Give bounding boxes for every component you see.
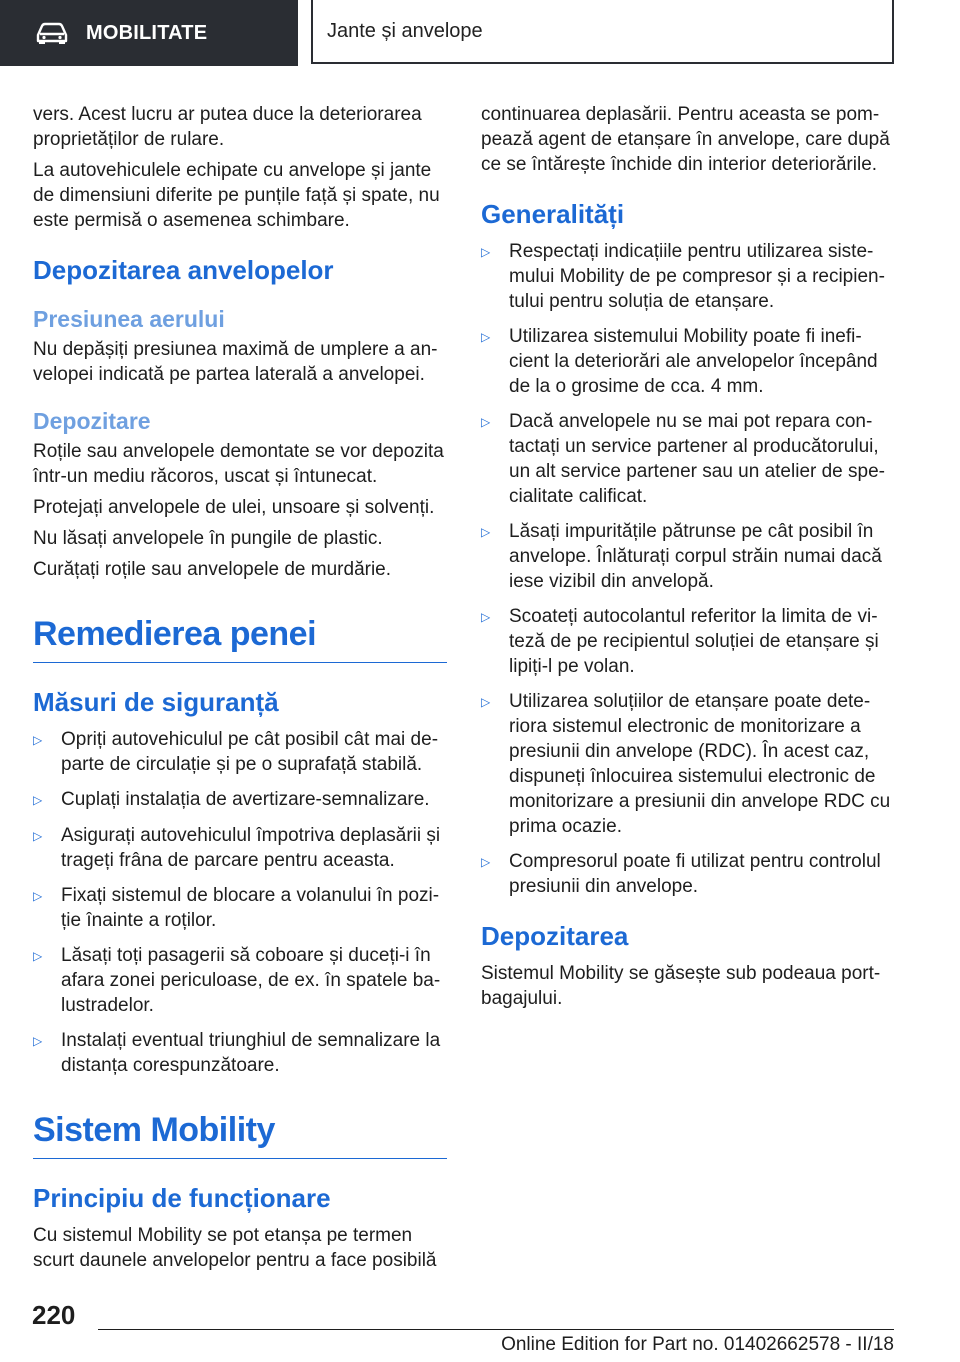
- page-footer: [0, 1290, 960, 1362]
- footer-divider: [98, 1329, 894, 1330]
- pressure-paragraph: Nu depășiți presiunea maximă de umplere a anvelopei indicată pe partea laterală a anvelopei.: [33, 339, 438, 385]
- triangle-bullet-icon: ▷: [481, 245, 491, 259]
- storage-paragraph-1: Roțile sau anvelopele demontate se vor depozita într-un mediu răcoros, uscat și întunecat.: [33, 441, 444, 487]
- list-item: ▷ Instalați eventual triunghiul de semnalizare la distanța corespunzătoare.: [33, 1030, 441, 1076]
- page-number: 220: [32, 1300, 76, 1330]
- storage-paragraph-3: Nu lăsați anvelopele în pungile de plastic.: [33, 528, 383, 549]
- safety-list: [33, 727, 447, 1078]
- list-item: ▷ Opriți autovehiculul pe cât posibil cât mai departe de circulație și pe o suprafață stabilă.: [33, 729, 439, 775]
- left-column: [33, 102, 447, 1279]
- triangle-bullet-icon: ▷: [481, 330, 491, 344]
- list-item: ▷ Lăsați toți pasagerii să coboare și duceți-i în afara zonei periculoase, de ex. în spatele balustradelor.: [33, 945, 441, 1016]
- list-item: ▷ Dacă anvelopele nu se mai pot repara contactați un service partener al producătorului, un alt service partener sau un atelier de specialitate calificat.: [481, 411, 885, 507]
- list-item: ▷ Utilizarea sistemului Mobility poate fi ineficient la deteriorări ale anvelopelor începând de la o grosime de cca. 4 mm.: [481, 326, 878, 397]
- car-icon: [34, 21, 70, 45]
- triangle-bullet-icon: ▷: [33, 889, 43, 903]
- triangle-bullet-icon: ▷: [33, 949, 43, 963]
- triangle-bullet-icon: ▷: [33, 829, 43, 843]
- chapter-label: Jante și anvelope: [327, 19, 483, 42]
- heading-mobility-system: Sistem Mobility: [33, 1108, 447, 1159]
- heading-operating-principle: Principiu de funcționare: [33, 1183, 331, 1213]
- triangle-bullet-icon: ▷: [33, 793, 43, 807]
- triangle-bullet-icon: ▷: [481, 415, 491, 429]
- triangle-bullet-icon: ▷: [33, 1034, 43, 1048]
- list-item: ▷ Scoateți autocolantul referitor la limita de viteză de pe recipientul soluției de etanșare și lipiți-l pe volan.: [481, 606, 879, 677]
- list-item: ▷ Utilizarea soluțiilor de etanșare poate deteriora sistemul electronic de monitorizare a presiunii din anvelope (RDC). În acest caz, dispuneți înlocuirea sistemului electronic de monitorizare a presiunii din anvelope RDC cu prima ocazie.: [481, 691, 891, 837]
- section-tab: [0, 0, 298, 66]
- heading-storage-location: Depozitarea: [481, 921, 629, 951]
- heading-tire-storage: Depozitarea anvelopelor: [33, 255, 334, 285]
- heading-general: Generalități: [481, 199, 625, 229]
- triangle-bullet-icon: ▷: [481, 695, 491, 709]
- storage-location-paragraph: Sistemul Mobility se găsește sub podeaua portbagajului.: [481, 963, 881, 1009]
- triangle-bullet-icon: ▷: [481, 525, 491, 539]
- chapter-tab: [311, 0, 894, 64]
- triangle-bullet-icon: ▷: [33, 733, 43, 747]
- list-item: ▷ Respectați indicațiile pentru utilizarea sistemului Mobility de pe compresor și a recipientului pentru soluția de etanșare.: [481, 241, 885, 312]
- list-item: ▷ Cuplați instalația de avertizare-semnalizare.: [33, 787, 447, 813]
- storage-paragraph-4: Curățați roțile sau anvelopele de murdărie.: [33, 559, 392, 580]
- heading-storage: Depozitare: [33, 408, 151, 434]
- continuation-paragraph: continuarea deplasării. Pentru aceasta se pompează agent de etanșare în anvelope, care după ce se întărește închide din interior deteriorările.: [481, 104, 890, 175]
- heading-air-pressure: Presiunea aerului: [33, 306, 225, 332]
- list-item: ▷ Compresorul poate fi utilizat pentru controlul presiunii din anvelope.: [481, 851, 881, 897]
- edition-text: Online Edition for Part no. 01402662578 - II/18: [501, 1334, 894, 1355]
- right-column: [481, 102, 891, 1017]
- list-item: ▷ Asigurați autovehiculul împotriva deplasării și trageți frâna de parcare pentru aceasta.: [33, 825, 441, 871]
- storage-paragraph-2: Protejați anvelopele de ulei, unsoare și solvenți.: [33, 497, 435, 518]
- list-item: ▷ Fixați sistemul de blocare a volanului în poziție înainte a roților.: [33, 885, 440, 931]
- section-label: MOBILITATE: [86, 21, 208, 44]
- intro-paragraph-1: vers. Acest lucru ar putea duce la deteriorarea proprietăților de rulare.: [33, 104, 422, 150]
- page-header: [0, 0, 960, 66]
- list-item: ▷ Lăsați impuritățile pătrunse pe cât posibil în anvelope. Înlăturați corpul străin numai dacă iese vizibil din anvelopă.: [481, 521, 882, 592]
- triangle-bullet-icon: ▷: [481, 855, 491, 869]
- triangle-bullet-icon: ▷: [481, 610, 491, 624]
- heading-safety-measures: Măsuri de siguranță: [33, 687, 279, 717]
- general-list: [481, 239, 891, 899]
- heading-flat-tire-repair: Remedierea penei: [33, 612, 447, 663]
- intro-paragraph-2: La autovehiculele echipate cu anvelope și jante de dimensiuni diferite pe punțile față și spate, nu este permisă o asemenea schimbare.: [33, 160, 440, 231]
- principle-paragraph: Cu sistemul Mobility se pot etanșa pe termen scurt daunele anvelopelor pentru a face posibilă: [33, 1225, 437, 1271]
